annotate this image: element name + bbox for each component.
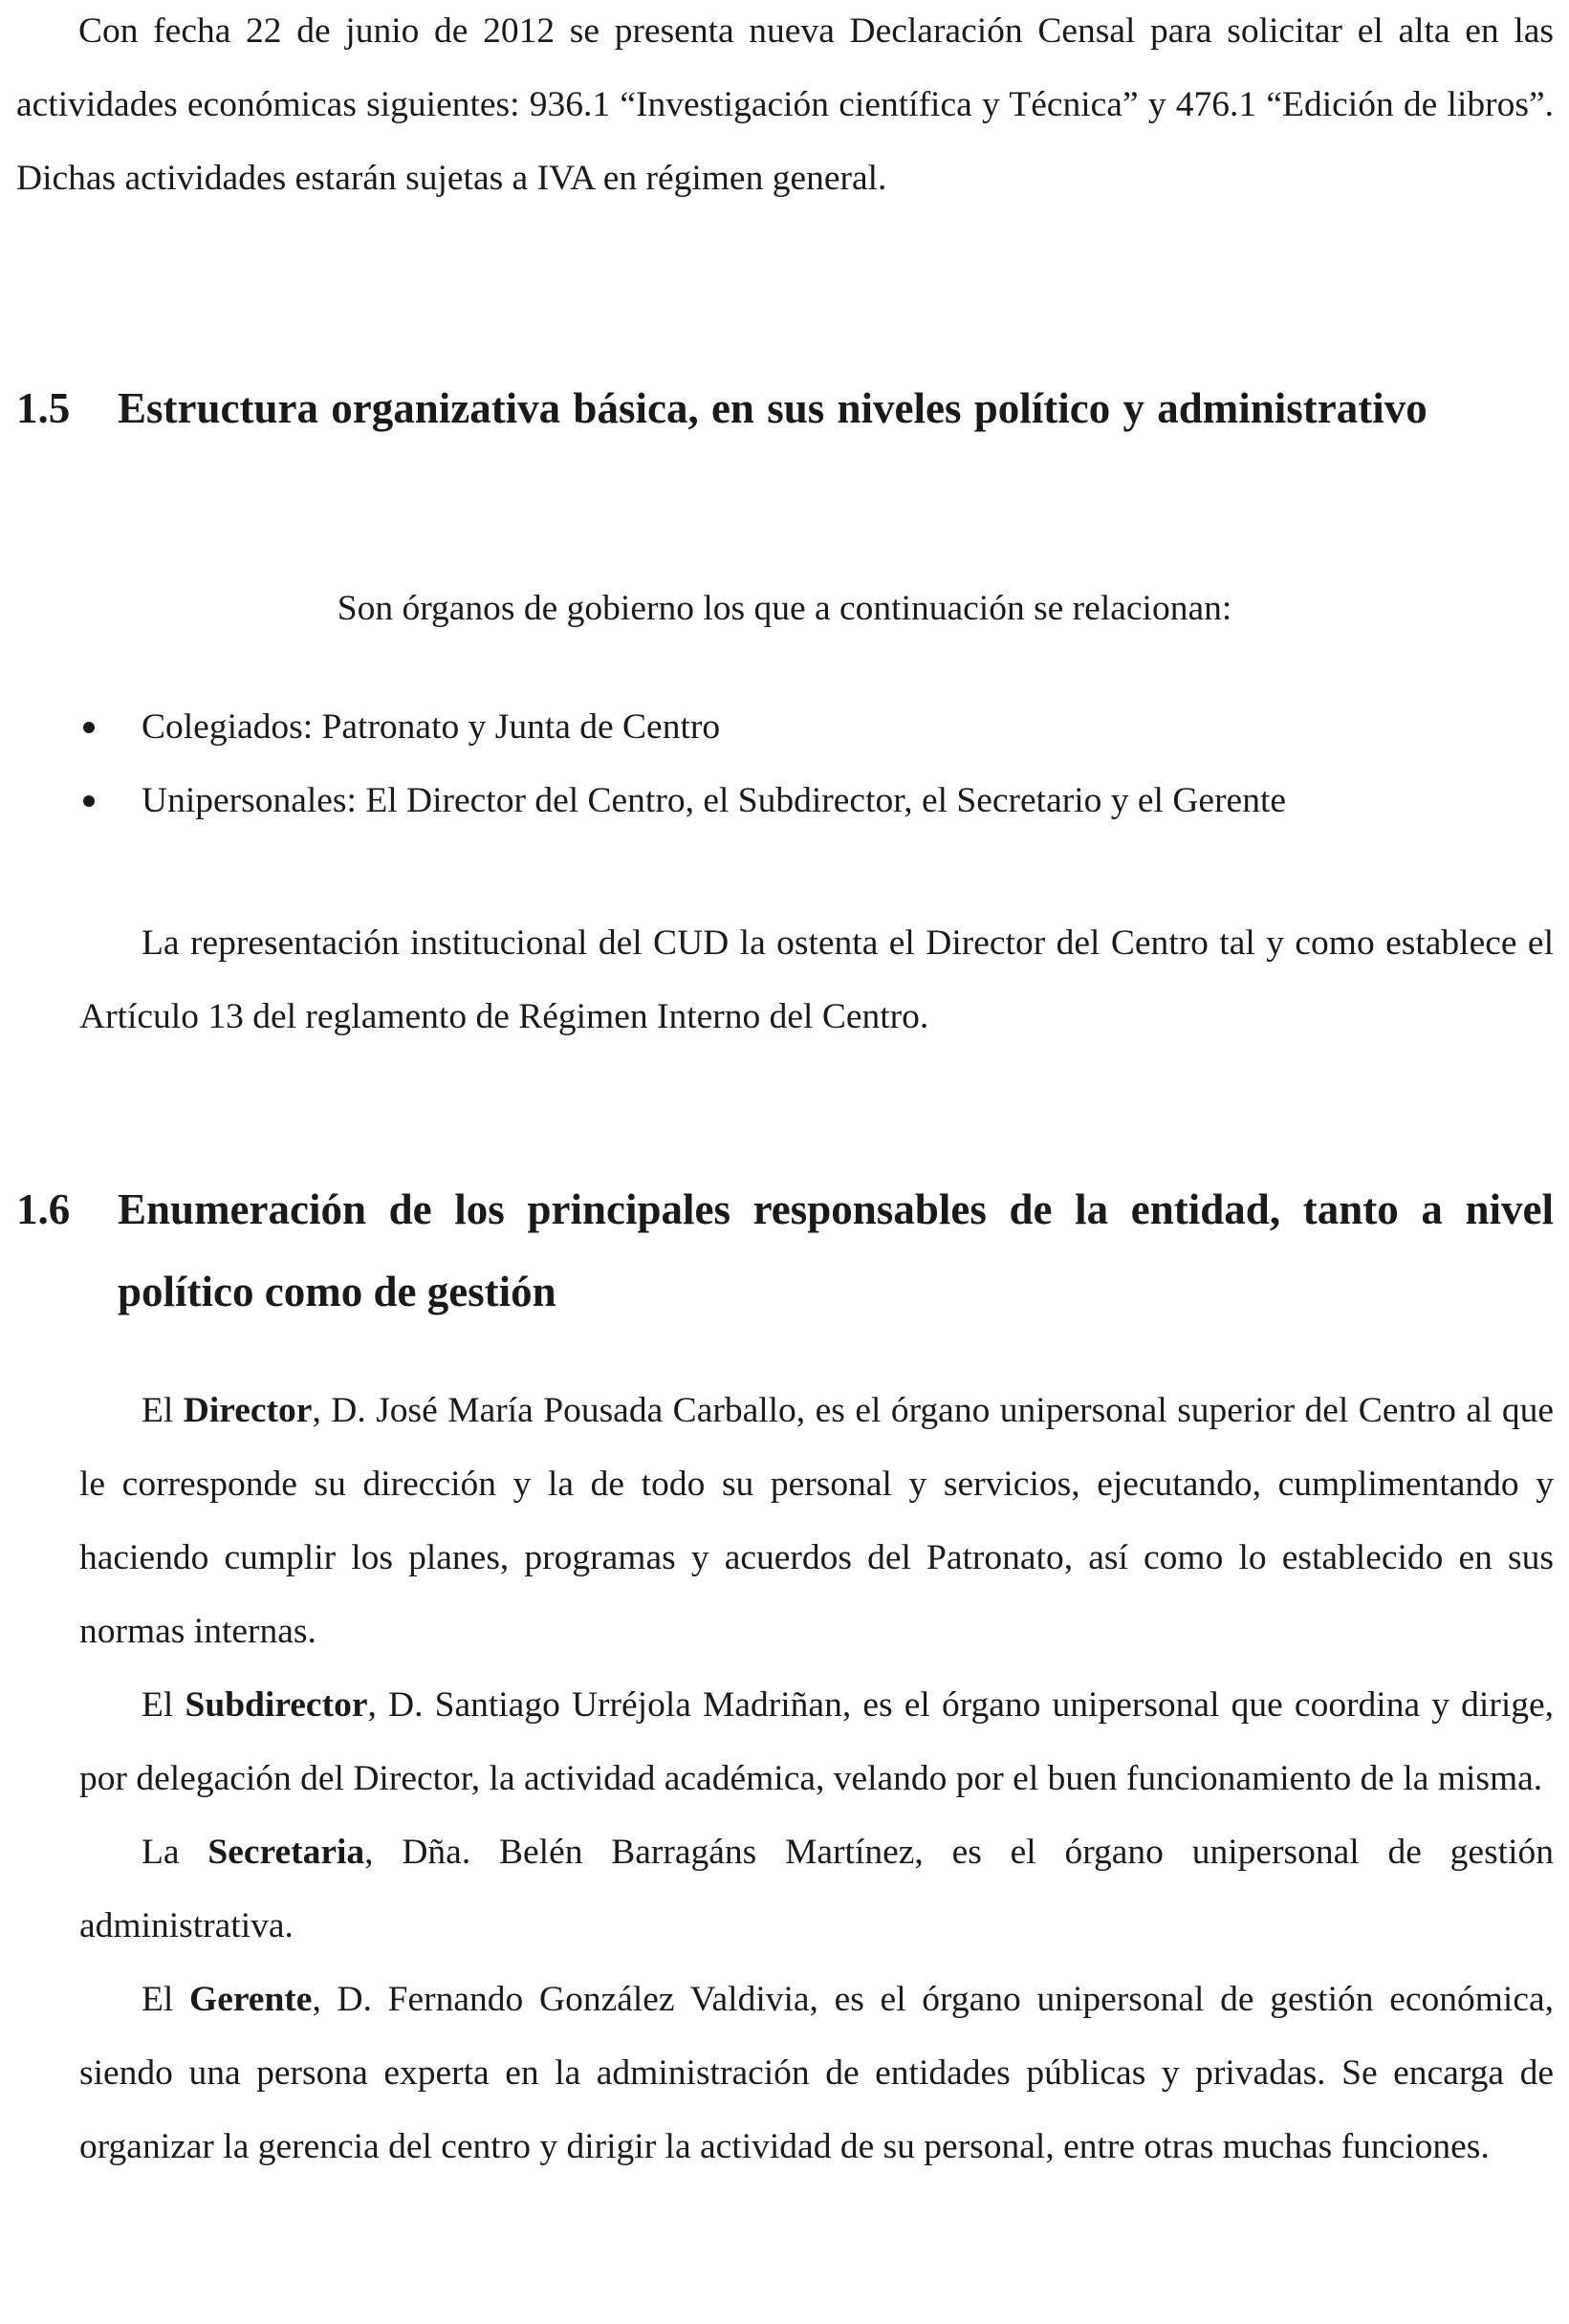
role-secretaria: Secretaria (207, 1833, 365, 1872)
section-number: 1.5 (16, 384, 71, 432)
role-subdirector: Subdirector (185, 1685, 368, 1725)
governing-bodies-lead: Son órganos de gobierno los que a continuación se relacionan: (337, 589, 1232, 628)
director-paragraph (79, 1374, 1554, 1668)
role-gerente: Gerente (189, 1980, 313, 2019)
section-title: Estructura organizativa básica, en sus niveles político y administrativo (118, 384, 1427, 432)
governing-bodies-list (76, 690, 1549, 837)
bullet-icon (83, 795, 95, 807)
responsables-block (79, 1374, 1554, 2183)
list-item-text: Unipersonales: El Director del Centro, el Subdirector, el Secretario y el Gerente (142, 781, 1287, 820)
intro-paragraph: Con fecha 22 de junio de 2012 se presenta nueva Declaración Censal para solicitar el alta en las actividades económicas siguientes: 936.1 “Investigación científica y Técnica” y 476.1 “Edición de libros”. Dichas actividades estarán sujetas a IVA en régimen general. (16, 11, 1554, 198)
bullet-icon (83, 722, 95, 733)
role-description: , D. José María Pousada Carballo, es el órgano unipersonal superior del Centro al que le corresponde su dirección y la de todo su personal y servicios, ejecutando, cumplimentando y haciendo cumplir los planes, programas y acuerdos del Patronato, así como lo establecido en sus normas internas. (79, 1391, 1555, 1651)
article-word: El (142, 1685, 174, 1725)
secretaria-paragraph (79, 1815, 1554, 1963)
article-word: La (142, 1833, 180, 1872)
list-item-text: Colegiados: Patronato y Junta de Centro (142, 707, 721, 747)
gerente-paragraph (79, 1963, 1554, 2183)
role-description: , D. Santiago Urréjola Madriñan, es el órgano unipersonal que coordina y dirige, por delegación del Director, la actividad académica, velando por el buen funcionamiento de la misma. (79, 1685, 1555, 1798)
section-number: 1.6 (16, 1185, 71, 1233)
role-description: , D. Fernando González Valdivia, es el órgano unipersonal de gestión económica, siendo una persona experta en la administración de entidades públicas y privadas. Se encarga de organizar la gerencia del centro y dirigir la actividad de su personal, entre otras muchas funciones. (79, 1980, 1555, 2166)
section-title: Enumeración de los principales responsables de la entidad, tanto a nivel político como de gestión (118, 1185, 1554, 1315)
representation-paragraph: La representación institucional del CUD la ostenta el Director del Centro tal y como establece el Artículo 13 del reglamento de Régimen Interno del Centro. (79, 923, 1554, 1036)
role-director: Director (183, 1391, 313, 1430)
article-word: El (142, 1980, 174, 2019)
section-heading-1-5 (16, 367, 1554, 449)
list-item (76, 764, 1549, 837)
list-item (76, 690, 1549, 764)
role-description: , Dña. Belén Barragáns Martínez, es el órgano unipersonal de gestión administrativa. (79, 1833, 1554, 1945)
article-word: El (142, 1391, 174, 1430)
section-heading-1-6 (16, 1168, 1554, 1333)
subdirector-paragraph (79, 1668, 1554, 1815)
